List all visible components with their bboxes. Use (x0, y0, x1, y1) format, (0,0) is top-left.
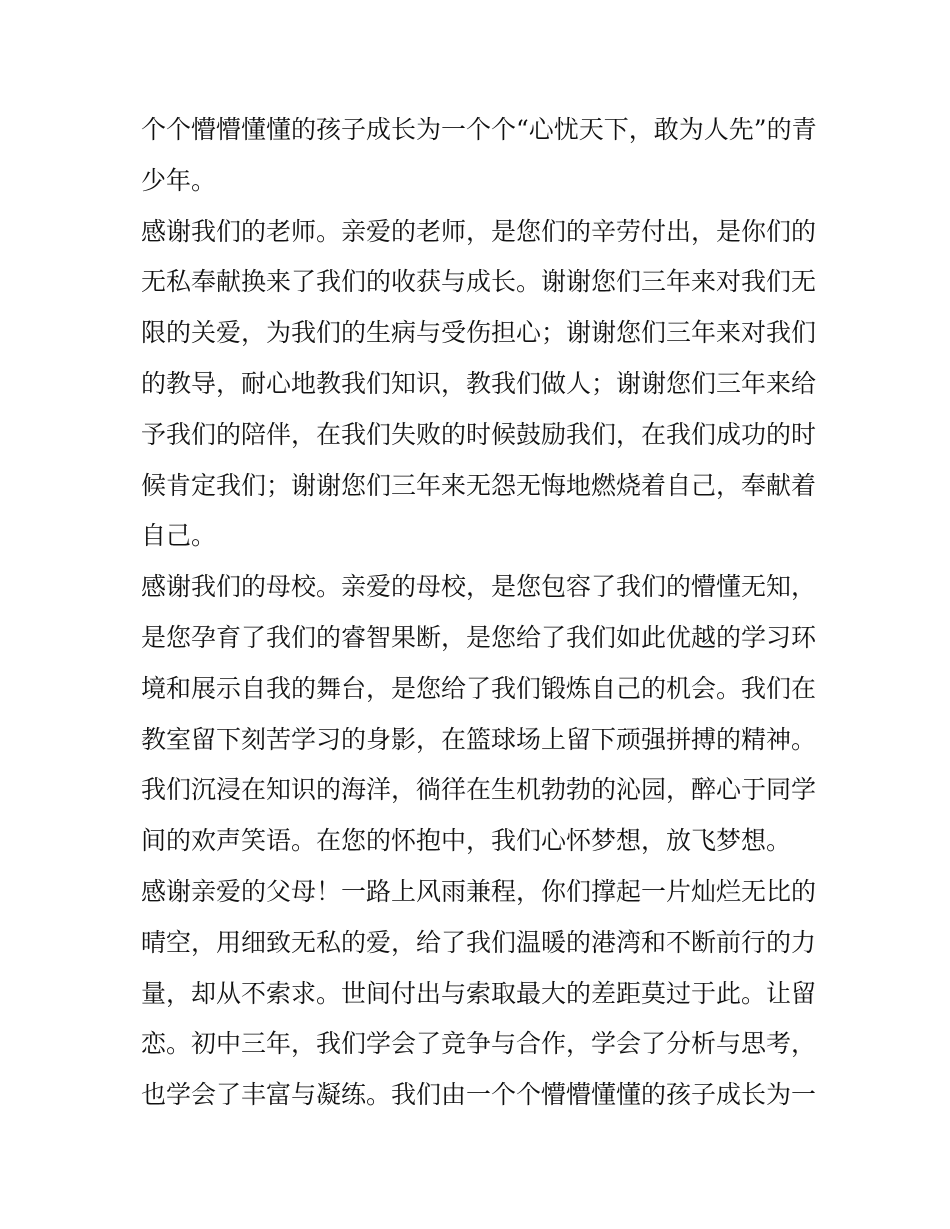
text-line: 也学会了丰富与凝练。我们由一个个懵懵懂懂的孩子成长为一 (141, 1080, 817, 1110)
text-line: 少年。 (141, 165, 217, 195)
text-line: 教室留下刻苦学习的身影，在篮球场上留下顽强拼搏的精神。 (141, 724, 817, 754)
text-line: 候肯定我们；谢谢您们三年来无怨无悔地燃烧着自己，奉献着 (141, 470, 817, 500)
text-line: 的教导，耐心地教我们知识，教我们做人；谢谢您们三年来给 (141, 368, 817, 398)
text-line: 是您孕育了我们的睿智果断，是您给了我们如此优越的学习环 (141, 622, 817, 652)
text-line: 境和展示自我的舞台，是您给了我们锻炼自己的机会。我们在 (141, 673, 817, 703)
text-line: 量，却从不索求。世间付出与索取最大的差距莫过于此。让留 (141, 978, 817, 1008)
text-line: 间的欢声笑语。在您的怀抱中，我们心怀梦想，放飞梦想。 (141, 826, 792, 856)
text-line: 个个懵懵懂懂的孩子成长为一个个“心忧天下，敢为人先”的青 (141, 115, 817, 144)
text-line: 自己。 (141, 521, 217, 551)
text-line: 感谢我们的母校。亲爱的母校，是您包容了我们的懵懂无知， (141, 572, 817, 602)
text-line: 感谢我们的老师。亲爱的老师，是您们的辛劳付出，是你们的 (141, 216, 817, 246)
text-line: 无私奉献换来了我们的收获与成长。谢谢您们三年来对我们无 (141, 267, 817, 297)
text-line: 限的关爱，为我们的生病与受伤担心；谢谢您们三年来对我们 (141, 318, 817, 348)
body-text (141, 105, 821, 1121)
text-line: 晴空，用细致无私的爱，给了我们温暖的港湾和不断前行的力 (141, 927, 817, 957)
text-line: 我们沉浸在知识的海洋，徜徉在生机勃勃的沁园，醉心于同学 (141, 775, 817, 805)
text-line: 恋。初中三年，我们学会了竞争与合作，学会了分析与思考， (141, 1029, 817, 1059)
text-line: 予我们的陪伴，在我们失败的时候鼓励我们，在我们成功的时 (141, 419, 817, 449)
text-line: 感谢亲爱的父母！一路上风雨兼程，你们撑起一片灿烂无比的 (141, 876, 817, 906)
